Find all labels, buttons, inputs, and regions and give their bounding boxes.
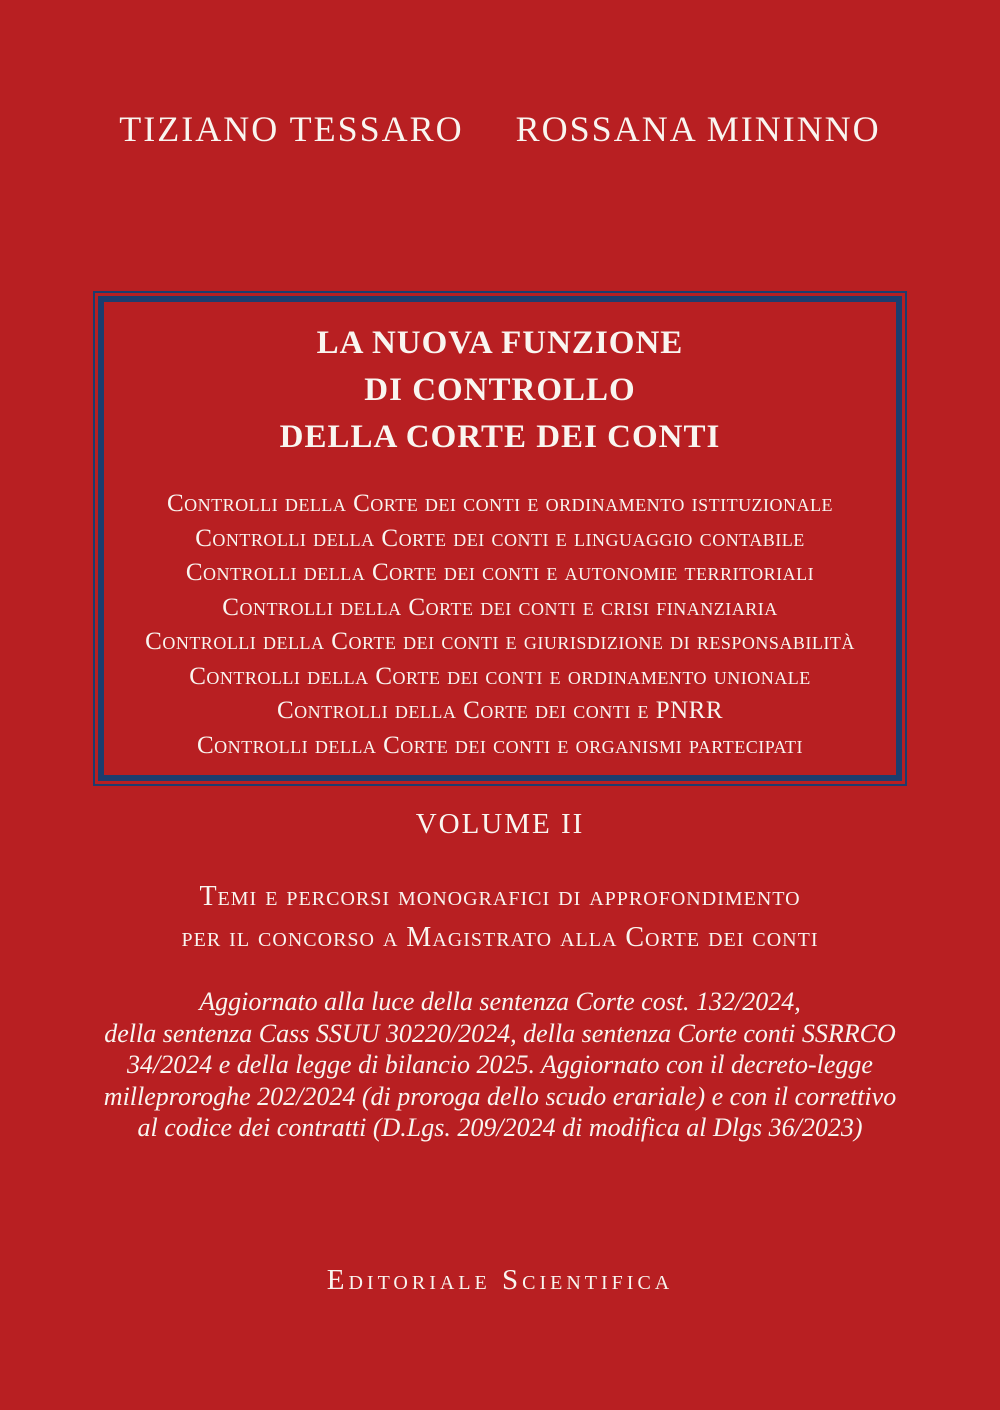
- author-name-2: ROSSANA MININNO: [515, 109, 881, 149]
- authors-row: [0, 108, 1000, 150]
- volume-label: VOLUME II: [415, 808, 585, 840]
- subtitle-line-7: Controlli della Corte dei conti e PNRR: [276, 697, 723, 724]
- title-frame: [98, 296, 902, 781]
- update-note-line-1: Aggiornato alla luce della sentenza Corte cost. 132/2024,: [199, 987, 801, 1016]
- update-note-line-3: 34/2024 e della legge di bilancio 2025. Aggiornato con il decreto-legge: [127, 1050, 873, 1079]
- subtitle-line-5: Controlli della Corte dei conti e giurisdizione di responsabilità: [145, 628, 855, 655]
- author-name-1: TIZIANO TESSARO: [119, 109, 464, 149]
- update-note-line-2: della sentenza Cass SSUU 30220/2024, della sentenza Corte conti SSRRCO: [104, 1018, 896, 1048]
- subtitle-list: [112, 487, 888, 763]
- series-line-1: Temi e percorsi monografici di approfondimento: [199, 881, 801, 912]
- publisher-name: Editoriale Scientifica: [326, 1264, 674, 1296]
- subtitle-line-2: Controlli della Corte dei conti e linguaggio contabile: [195, 524, 805, 552]
- book-title: [112, 320, 888, 461]
- book-title-line-2: DI CONTROLLO: [364, 372, 636, 408]
- subtitle-line-6: Controlli della Corte dei conti e ordinamento unionale: [189, 662, 811, 690]
- update-note: [0, 986, 1000, 1144]
- series-line-2: per il concorso a Magistrato alla Corte dei conti: [181, 922, 819, 953]
- subtitle-line-1: Controlli della Corte dei conti e ordinamento istituzionale: [166, 490, 834, 517]
- update-note-line-5: al codice dei contratti (D.Lgs. 209/2024 di modifica al Dlgs 36/2023): [137, 1113, 863, 1142]
- subtitle-line-8: Controlli della Corte dei conti e organismi partecipati: [196, 731, 804, 759]
- subtitle-line-3: Controlli della Corte dei conti e autonomie territoriali: [185, 559, 815, 586]
- update-note-line-4: milleproroghe 202/2024 (di proroga dello scudo erariale) e con il correttivo: [103, 1081, 897, 1111]
- subtitle-line-4: Controlli della Corte dei conti e crisi finanziaria: [222, 593, 778, 621]
- book-title-line-3: DELLA CORTE DEI CONTI: [279, 419, 721, 455]
- book-title-line-1: LA NUOVA FUNZIONE: [316, 325, 684, 361]
- series-subtitle: [0, 876, 1000, 958]
